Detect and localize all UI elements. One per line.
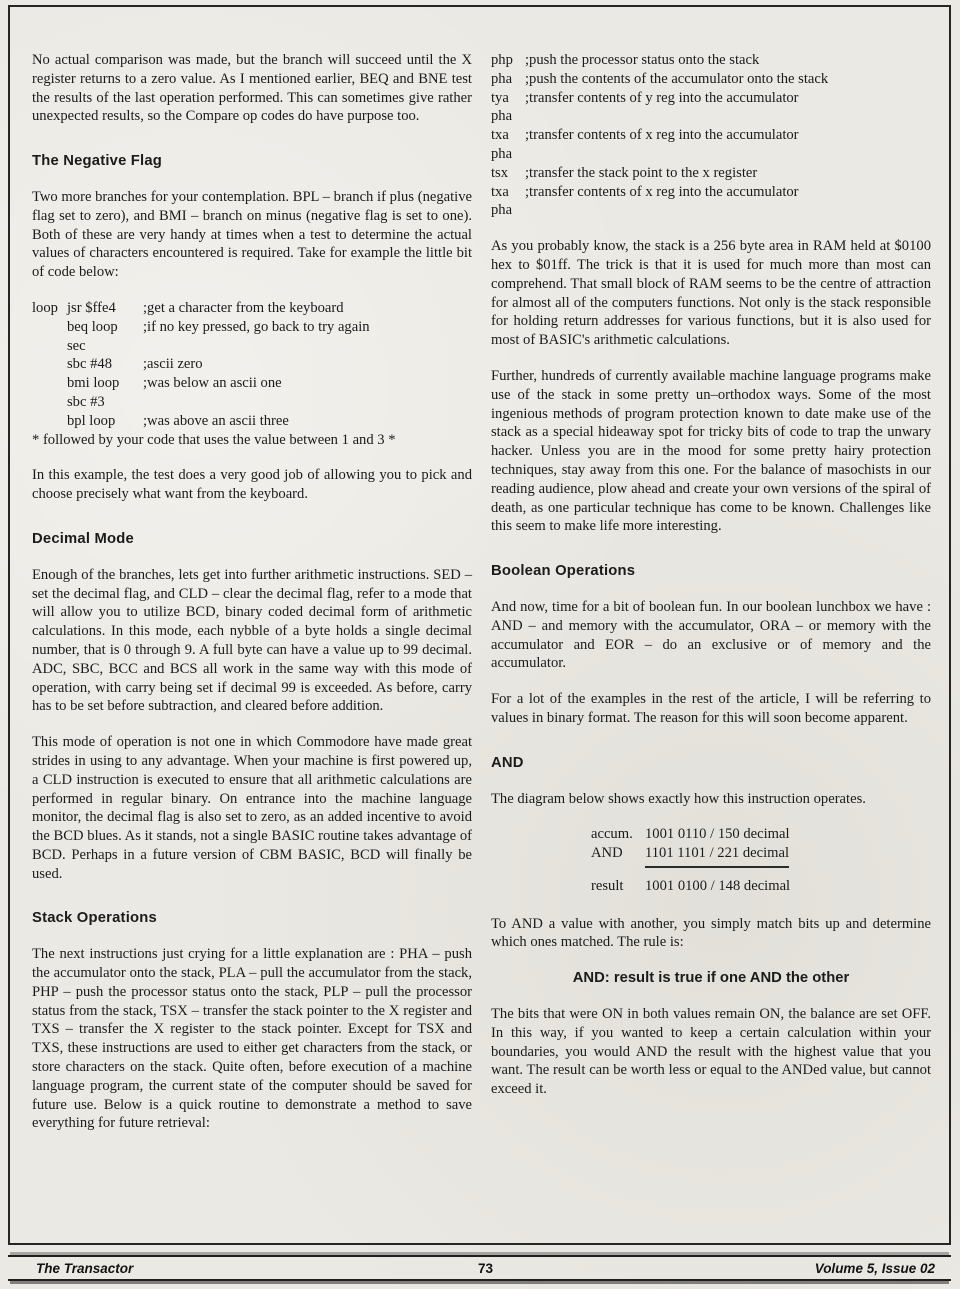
code-label: loop <box>32 299 58 316</box>
code-op: jsr $ffe4 <box>67 299 116 316</box>
code-comment: ;was above an ascii three <box>143 412 289 429</box>
code-comment: ;transfer contents of y reg into the accumulator <box>525 89 799 106</box>
code-comment: ;push the processor status onto the stack <box>525 52 760 68</box>
code-line <box>491 107 931 126</box>
code-comment <box>525 107 931 126</box>
code-label <box>32 412 67 431</box>
code-op: txa <box>491 183 509 200</box>
and-row-value: 1001 0100 / 148 decimal <box>645 877 791 894</box>
code-line <box>491 145 931 164</box>
footer-magazine-title: The Transactor <box>36 1260 134 1276</box>
code-comment: ;transfer contents of x reg into the accumulator <box>525 183 799 200</box>
code-comment: ;push the contents of the accumulator onto the stack <box>525 70 829 87</box>
page-frame <box>8 5 951 1245</box>
code-comment: ;ascii zero <box>143 356 203 373</box>
paragraph-stack-operations: The next instructions just crying for a little explanation are : PHA – push the accumulator onto the stack, PLA – pull the accumulator from the stack, PHP – push the processor status onto the stack, PLP – pull the processor status from the stack, TSX – transfer the stack pointer to the X register and TXS – transfer the X register to the stack pointer. Except for TSX and TXS, these instructions are used to either get characters from the stack, or store characters on the stack. Quite often, before execution of a machine language program, the current state of the computer should be saved for future use. Below is a quick routine to demonstrate a method to save everything for future retrieval: <box>32 946 472 1132</box>
code-line <box>32 337 472 356</box>
code-label <box>32 355 67 374</box>
code-op: sbc #48 <box>67 356 112 373</box>
heading-stack-operations: Stack Operations <box>32 910 157 927</box>
code-line <box>491 70 931 89</box>
and-row-value: 1101 1101 / 221 decimal <box>645 844 789 868</box>
and-accum-row <box>591 825 931 844</box>
left-column <box>32 51 472 1150</box>
code-op: sbc #3 <box>67 393 105 410</box>
code-line <box>32 299 472 318</box>
code-comment <box>143 393 472 412</box>
code-line <box>32 412 472 431</box>
heading-negative-flag: The Negative Flag <box>32 153 163 170</box>
code-footnote: * followed by your code that uses the value between 1 and 3 * <box>32 431 396 448</box>
code-op: pha <box>491 145 513 162</box>
code-label <box>32 337 67 356</box>
and-operand-row <box>591 844 931 868</box>
code-comment: ;get a character from the keyboard <box>143 299 344 316</box>
code-comment <box>525 201 931 220</box>
code-op: pha <box>491 70 513 87</box>
paragraph-example: In this example, the test does a very good job of allowing you to pick and choose precisely what want from the keyboard. <box>32 467 472 503</box>
and-row-value: 1001 0110 / 150 decimal <box>645 826 790 843</box>
code-line <box>32 393 472 412</box>
code-comment: ;was below an ascii one <box>143 375 282 392</box>
code-listing-branch-example <box>32 299 472 449</box>
code-comment <box>143 337 472 356</box>
paragraph-stack-ram: As you probably know, the stack is a 256 byte area in RAM held at $0100 hex to $01ff. The trick is that it is used for much more than most can comprehend. That small block of RAM seems to be the centre of attraction for almost all of the computers functions. Not only is the stack responsible for holding return addresses for various functions, but it is also used for most of BASIC's arithmetic calculations. <box>491 238 931 349</box>
footer-page-number: 73 <box>477 1260 494 1276</box>
code-listing-save-state <box>491 51 931 220</box>
code-op: tsx <box>491 164 509 181</box>
heading-boolean-operations: Boolean Operations <box>491 563 636 580</box>
code-line <box>32 318 472 337</box>
and-row-label: accum. <box>591 826 633 843</box>
and-row-label: AND <box>591 845 623 862</box>
article-columns <box>10 7 949 1150</box>
paragraph-boolean-2: For a lot of the examples in the rest of the article, I will be referring to values in binary format. The reason for this will soon become apparent. <box>491 691 931 726</box>
code-comment: ;transfer contents of x reg into the accumulator <box>525 127 799 144</box>
footer-issue-label: Volume 5, Issue 02 <box>814 1260 935 1276</box>
right-column <box>491 51 931 1150</box>
paragraph-intro: No actual comparison was made, but the branch will succeed until the X register returns to a zero value. As I mentioned earlier, BEQ and BNE test the results of the last operation performed. This can sometimes give rather unexpected results, so the Compare op codes do have purpose too. <box>32 52 472 125</box>
code-op: tya <box>491 89 509 106</box>
page-footer <box>8 1255 951 1281</box>
code-comment: ;if no key pressed, go back to try again <box>143 318 370 335</box>
code-comment <box>525 145 931 164</box>
paragraph-to-and: To AND a value with another, you simply match bits up and determine which ones matched. The rule is: <box>491 915 931 951</box>
code-line <box>491 89 931 108</box>
paragraph-decimal-2: This mode of operation is not one in which Commodore have made great strides in using to any advantage. When your machine is first powered up, a CLD instruction is executed to ensure that all arithmetic calculations are performed in regular binary. On entrance into the machine language monitor, the decimal flag is also set to zero, as an added incentive to avoid the BCD blues. As it stands, not a single BASIC routine takes advantage of BCD. Perhaps in a future version of CBM BASIC, BCD will finally be used. <box>32 734 472 882</box>
code-line <box>32 355 472 374</box>
paragraph-and-intro: The diagram below shows exactly how this instruction operates. <box>491 790 866 807</box>
and-row-label: result <box>591 877 624 894</box>
code-label <box>32 318 67 337</box>
code-op: pha <box>491 202 513 219</box>
code-op: beq loop <box>67 318 118 335</box>
code-line <box>491 51 931 70</box>
code-line <box>32 374 472 393</box>
paragraph-decimal-1: Enough of the branches, lets get into further arithmetic instructions. SED – set the decimal flag, and CLD – clear the decimal flag, refer to a mode that will allow you to utilize BCD, binary coded decimal form of arithmetic calculations. In this mode, each nybble of a byte holds a single decimal number, that is 0 through 9. A full byte can have a value up to 99 decimal. ADC, SBC, BCC and BCS all work in the same way with this mode of operation, with carry being set if decimal 99 is exceeded. As before, carry has to be set before subtraction, and cleared before addition. <box>32 566 472 715</box>
code-op: sec <box>67 337 86 354</box>
and-rule-statement: AND: result is true if one AND the other <box>572 970 850 987</box>
paragraph-bits-on: The bits that were ON in both values remain ON, the balance are set OFF. In this way, if you wanted to keep a certain calculation within your boundaries, you would AND the result with the highest value that you want. The result can be worth less or equal to the ANDed value, but cannot exceed it. <box>491 1006 931 1098</box>
code-op: bmi loop <box>67 375 120 392</box>
and-operation-diagram <box>591 825 931 895</box>
code-line <box>491 201 931 220</box>
and-result-row <box>591 877 931 896</box>
code-line <box>491 183 931 202</box>
code-line <box>491 126 931 145</box>
code-line <box>491 164 931 183</box>
paragraph-boolean-1: And now, time for a bit of boolean fun. In our boolean lunchbox we have : AND – and memory with the accumulator, ORA – or memory with the accumulator and EOR – do an exclusive or of memory and the accumulator. <box>491 598 931 672</box>
paragraph-negative-flag: Two more branches for your contemplation. BPL – branch if plus (negative flag set to zero), and BMI – branch on minus (negative flag is set to one). Both of these are very handy at times when a test to determine the actual values of characters encountered is required. Take for example the little bit of code below: <box>32 188 472 281</box>
code-op: txa <box>491 127 509 144</box>
code-op: pha <box>491 108 513 125</box>
heading-and: AND <box>491 754 524 771</box>
code-label <box>32 374 67 393</box>
code-comment: ;transfer the stack point to the x register <box>525 164 758 181</box>
code-op: bpl loop <box>67 412 116 429</box>
paragraph-unorthodox: Further, hundreds of currently available machine language programs make use of the stack in some pretty un–orthodox ways. Some of the most ingenious methods of program protection known to date make use of the stack as a special hideaway spot for tricky bits of code to trap the unwary hacker. Unless you are in the mood for some pretty hairy protection techniques, stay away from this one. For the balance of masochists in our reading audience, plow ahead and create your own versions of the spiral of death, as one particular technique has come to be known. Challenges like this seem to make life more interesting. <box>491 367 931 535</box>
heading-decimal-mode: Decimal Mode <box>32 530 134 547</box>
code-op: php <box>491 52 513 68</box>
code-label <box>32 393 67 412</box>
